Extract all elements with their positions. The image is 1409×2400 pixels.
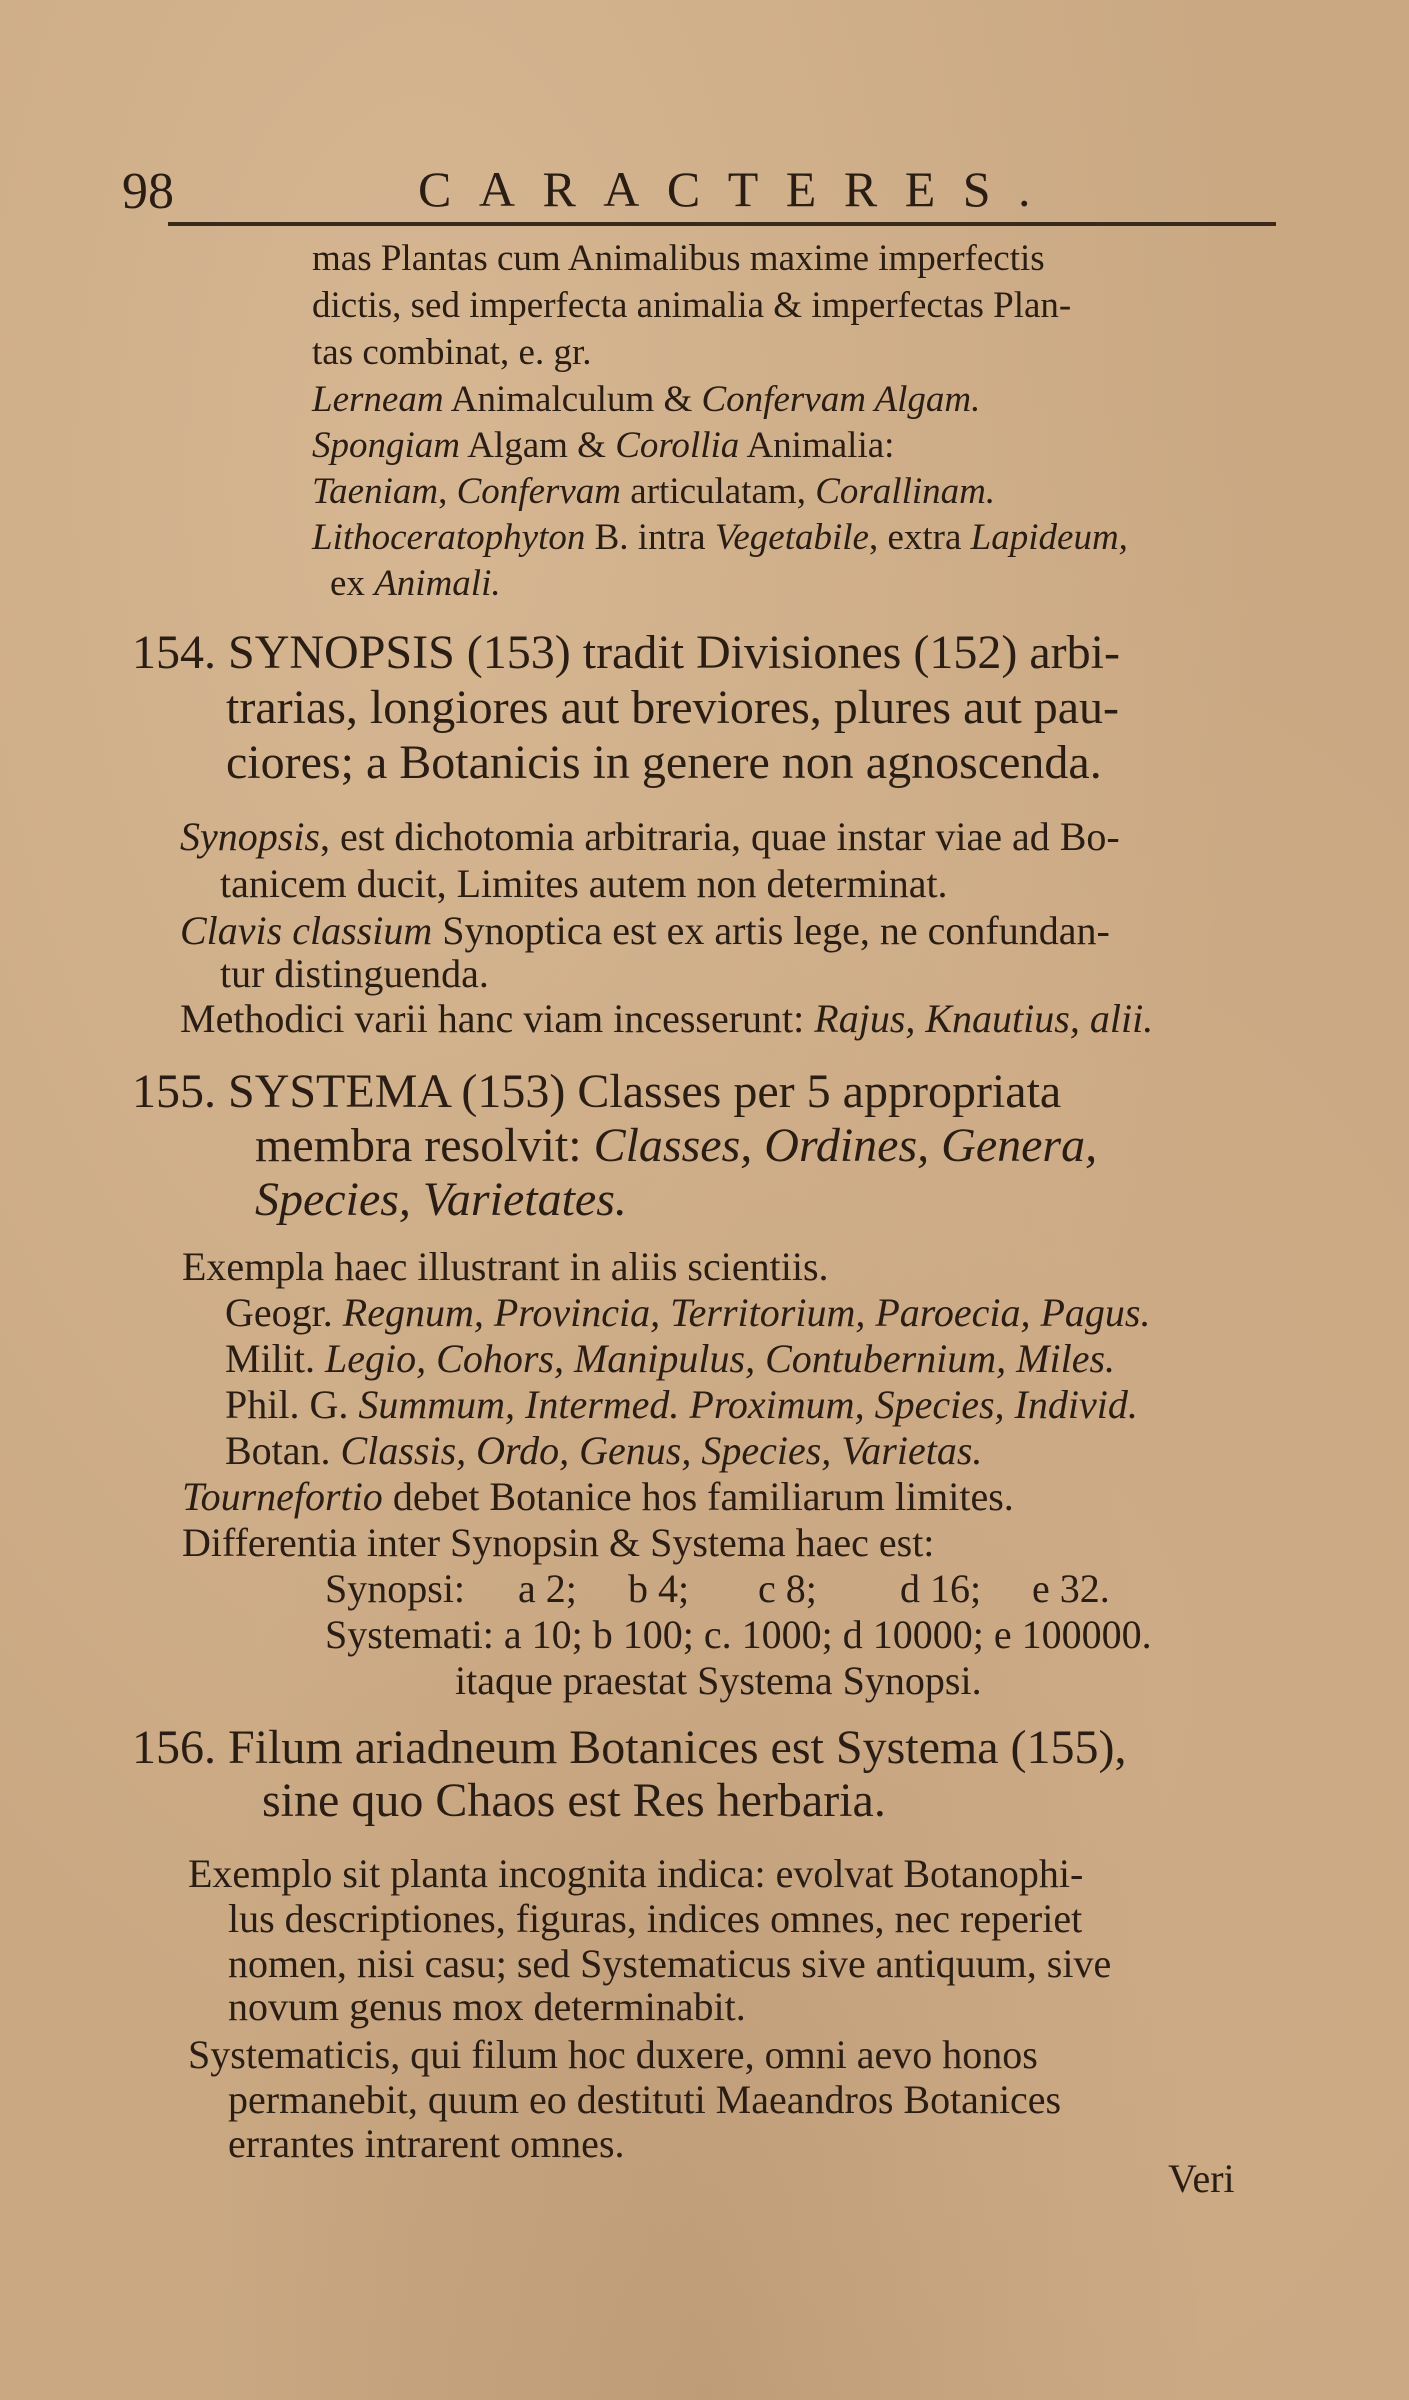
example-row <box>225 1337 1115 1381</box>
intro-line: tas combinat, e. gr. <box>312 332 592 373</box>
term: Tournefortio <box>182 1474 383 1519</box>
text: ex <box>330 563 375 604</box>
term: Species, Varietates. <box>255 1173 627 1226</box>
intro-example <box>312 379 980 421</box>
aphorism-154-line: 154. SYNOPSIS (153) tradit Divisiones (152) arbi- <box>132 626 1120 679</box>
row-terms: Summum, Intermed. Proximum, Species, Individ. <box>358 1382 1138 1427</box>
text: articulatam, <box>621 471 816 512</box>
systemati-line: Systemati: a 10; b 100; c. 1000; d 10000; e 100000. <box>325 1612 1152 1657</box>
term: Taeniam <box>312 471 439 512</box>
header-rule <box>168 222 1276 226</box>
term: Animali. <box>374 563 501 604</box>
synopsi-value: c 8; <box>758 1566 817 1611</box>
note-154 <box>180 909 1110 953</box>
catchword: Veri <box>1168 2156 1235 2201</box>
synopsi-label: Synopsi: <box>325 1566 466 1611</box>
note-156: errantes intrarent omnes. <box>228 2121 625 2166</box>
term: Lapideum, <box>970 517 1128 558</box>
text: B. intra <box>585 517 715 558</box>
example-row <box>225 1291 1150 1335</box>
note-156: Systematicis, qui filum hoc duxere, omni aevo honos <box>188 2032 1038 2077</box>
text: membra resolvit: <box>255 1119 594 1172</box>
row-label: Botan. <box>225 1428 331 1473</box>
note-156: lus descriptiones, figuras, indices omnes, nec reperiet <box>228 1896 1083 1941</box>
note-154 <box>180 997 1153 1041</box>
row-label: Geogr. <box>225 1290 333 1335</box>
text: Animalculum & <box>443 379 702 420</box>
row-label: Phil. G. <box>225 1382 349 1427</box>
note-156: Exemplo sit planta incognita indica: evolvat Botanophi- <box>188 1851 1084 1896</box>
row-terms: Regnum, Provincia, Territorium, Paroecia, Pagus. <box>342 1290 1151 1335</box>
differentia-line: Differentia inter Synopsin & Systema haec est: <box>182 1520 935 1565</box>
note-156: nomen, nisi casu; sed Systematicus sive antiquum, sive <box>228 1941 1112 1986</box>
text: Animalia: <box>739 425 895 466</box>
term: Classes, Ordines, Genera, <box>593 1119 1098 1172</box>
text: debet Botanice hos familiarum limites. <box>382 1474 1014 1519</box>
row-terms: Legio, Cohors, Manipulus, Contubernium, Miles. <box>325 1336 1116 1381</box>
synopsi-value: a 2; <box>518 1566 577 1611</box>
aphorism-154-line: trarias, longiores aut breviores, plures aut pau- <box>226 681 1120 734</box>
note-156: permanebit, quum eo destituti Maeandros Botanices <box>228 2077 1062 2122</box>
intro-example <box>312 517 1128 559</box>
synopsi-value: e 32. <box>1032 1566 1110 1611</box>
intro-line: dictis, sed imperfecta animalia & imperfectas Plan- <box>312 285 1072 326</box>
intro-example <box>312 425 894 467</box>
intro-example <box>330 563 501 605</box>
term: Spongiam <box>312 425 460 466</box>
term: Confervam <box>456 471 622 512</box>
aphorism-155-line <box>255 1172 627 1228</box>
text: , <box>438 471 457 512</box>
page-number: 98 <box>122 163 174 220</box>
row-terms: Classis, Ordo, Genus, Species, Varietas. <box>340 1428 983 1473</box>
intro-line: mas Plantas cum Animalibus maxime imperfectis <box>312 238 1045 279</box>
text: , est dichotomia arbitraria, quae instar viae ad Bo- <box>320 814 1120 859</box>
itaque-line: itaque praestat Systema Synopsi. <box>455 1658 982 1703</box>
aphorism-156-line: 156. Filum ariadneum Botanices est Systema (155), <box>132 1721 1127 1774</box>
aphorism-155-line: 155. SYSTEMA (153) Classes per 5 appropriata <box>132 1065 1062 1118</box>
note-154: tur distinguenda. <box>220 951 489 996</box>
text: Methodici varii hanc viam incesserunt: <box>180 996 815 1041</box>
note-156: novum genus mox determinabit. <box>228 1984 746 2029</box>
text: Synoptica est ex artis lege, ne confundan- <box>432 908 1110 953</box>
tournefort-line <box>182 1475 1014 1519</box>
exempla-line: Exempla haec illustrant in aliis scientiis. <box>182 1244 829 1289</box>
row-label: Milit. <box>225 1336 316 1381</box>
term: Corollia <box>615 425 740 466</box>
text: Algam & <box>460 425 616 466</box>
aphorism-156-line: sine quo Chaos est Res herbaria. <box>262 1774 886 1827</box>
aphorism-155-line <box>255 1118 1097 1174</box>
text: , extra <box>868 517 971 558</box>
aphorism-154-line: ciores; a Botanicis in genere non agnoscenda. <box>226 736 1102 789</box>
example-row <box>225 1429 982 1473</box>
note-154 <box>180 815 1120 859</box>
running-title: CARACTERES. <box>418 161 1059 217</box>
term: Corallinam. <box>815 471 996 512</box>
synopsi-value: b 4; <box>628 1566 690 1611</box>
term: Clavis classium <box>180 908 433 953</box>
term: Lithoceratophyton <box>312 517 586 558</box>
intro-example <box>312 471 995 513</box>
example-row <box>225 1383 1138 1427</box>
term: Rajus, Knautius, alii. <box>814 996 1154 1041</box>
term: Vegetabile <box>714 517 869 558</box>
synopsi-value: d 16; <box>900 1566 982 1611</box>
term: Lerneam <box>312 379 444 420</box>
note-154: tanicem ducit, Limites autem non determinat. <box>220 861 948 906</box>
term: Synopsis <box>180 814 320 859</box>
term: Confervam Algam. <box>701 379 981 420</box>
